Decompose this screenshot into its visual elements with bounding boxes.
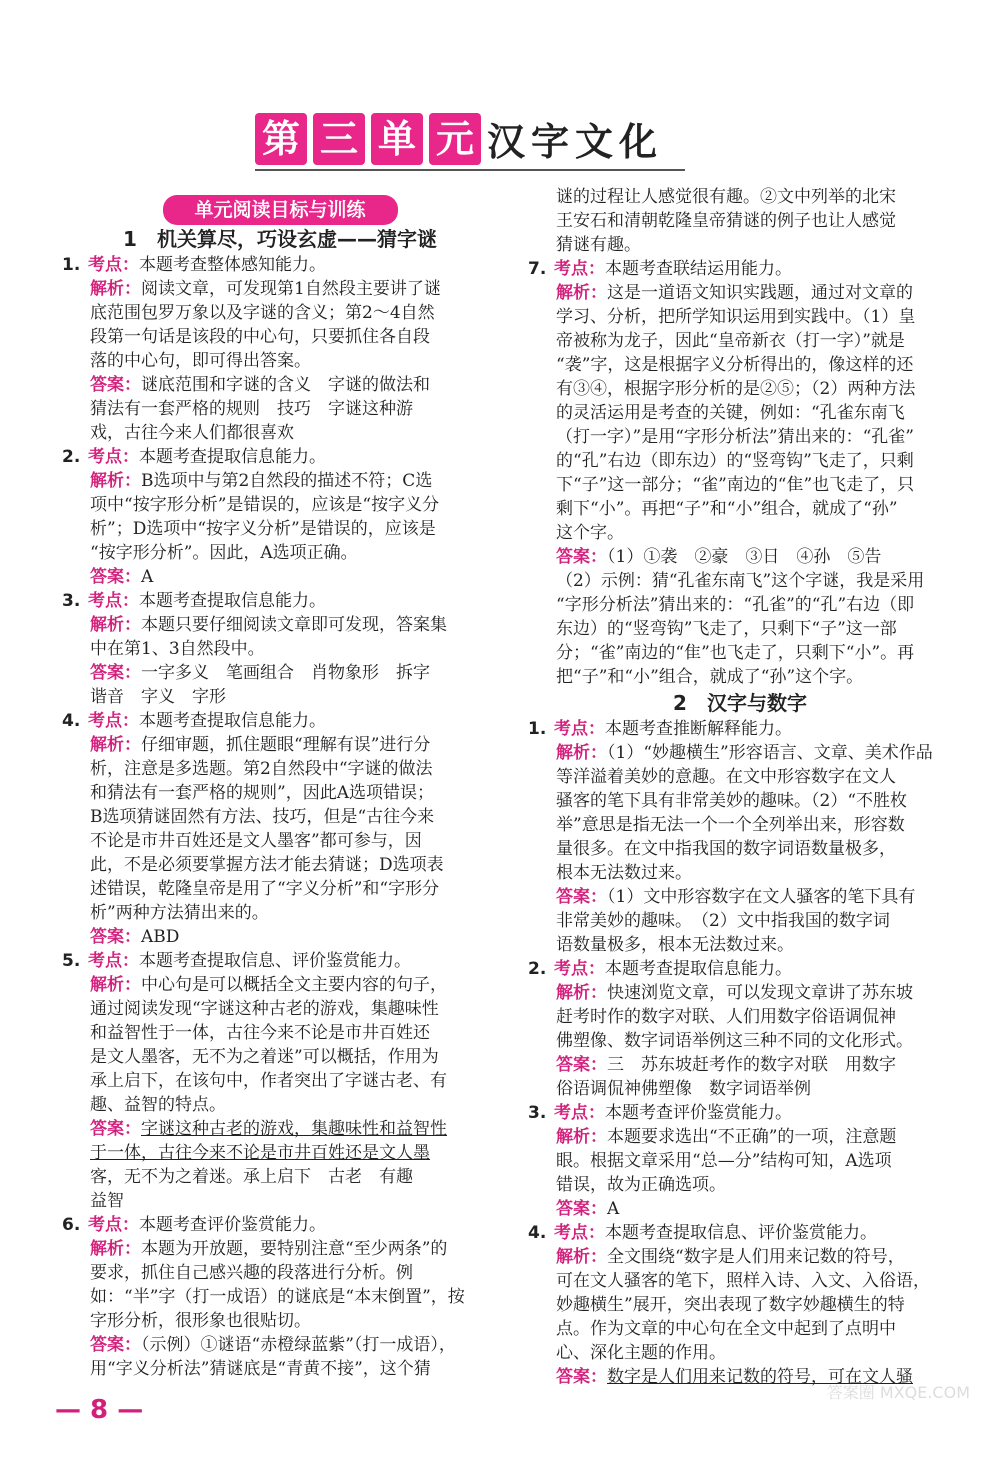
question-block — [62, 709, 498, 949]
question-number: 6. — [62, 1215, 81, 1235]
line-text: “袭”字，这是根据字义分析得出的，像这样的还 — [556, 355, 914, 375]
text-line — [62, 1357, 498, 1381]
line-text: 语数量极多，根本无法数过来。 — [556, 935, 794, 955]
section-title: 2 汉字与数字 — [673, 691, 807, 715]
line-text: 析，注意是多选题。第2自然段中“字谜的做法 — [90, 759, 433, 779]
label-kd: 考点： — [88, 591, 139, 611]
text-line — [62, 1141, 498, 1165]
text-line — [528, 545, 952, 569]
text-line — [528, 1221, 952, 1245]
question-list — [62, 253, 498, 1381]
line-text: 析”；D选项中“按字义分析”是错误的，应该是 — [90, 519, 436, 539]
label-jx: 解析： — [556, 1127, 607, 1147]
text-line — [528, 981, 952, 1005]
line-text: 如：“半”字（打一成语）的谜底是“本末倒置”，按 — [90, 1287, 465, 1307]
question-block — [62, 445, 498, 589]
line-text: 趣、益智的特点。 — [90, 1095, 226, 1115]
text-line — [528, 1149, 952, 1173]
text-line — [62, 565, 498, 589]
text-line — [62, 469, 498, 493]
label-da: 答案： — [90, 1119, 141, 1139]
line-text: 非常美妙的趣味。 （2）文中指我国的数字词 — [556, 911, 890, 931]
text-line — [62, 1093, 498, 1117]
label-jx: 解析： — [90, 735, 141, 755]
text-line — [62, 1165, 498, 1189]
question-number: 1. — [528, 719, 547, 739]
line-text: （示例）①谜语“赤橙绿蓝紫”（打一成语）， — [141, 1335, 456, 1355]
text-line — [528, 665, 952, 689]
text-line — [528, 837, 952, 861]
line-text: 本题考查提取信息、评价鉴赏能力。 — [139, 951, 411, 971]
text-line — [528, 765, 952, 789]
text-line — [528, 521, 952, 545]
unit-char: 元 — [429, 113, 481, 165]
text-line — [62, 325, 498, 349]
line-text: 本题考查评价鉴赏能力。 — [605, 1103, 792, 1123]
line-text: 本题考查联结运用能力。 — [605, 259, 792, 279]
line-text: （1）①袭 ②豪 ③日 ④孙 ⑤告 — [607, 547, 882, 567]
continued-answer — [528, 185, 952, 257]
text-line — [62, 445, 498, 469]
question-number: 1. — [62, 255, 81, 275]
text-line — [528, 329, 952, 353]
text-line — [528, 885, 952, 909]
text-line — [62, 1309, 498, 1333]
line-text: 客，无不为之着迷。承上启下 古老 有趣 — [90, 1167, 413, 1187]
line-text: 仔细审题，抓住题眼“理解有误”进行分 — [141, 735, 431, 755]
text-line — [62, 541, 498, 565]
text-line — [62, 1021, 498, 1045]
text-line — [62, 1333, 498, 1357]
line-text: 眼。根据文章采用“总—分”结构可知，A选项 — [556, 1151, 892, 1171]
question-block — [528, 1221, 952, 1389]
line-text: 剩下“小”。再把“子”和“小”组合，就成了“孙” — [556, 499, 898, 519]
text-line — [528, 813, 952, 837]
question-number: 2. — [528, 959, 547, 979]
text-line — [528, 617, 952, 641]
line-text: 本题考查提取信息能力。 — [139, 447, 326, 467]
text-line — [528, 473, 952, 497]
question-number: 7. — [528, 259, 547, 279]
line-text: 本题考查评价鉴赏能力。 — [139, 1215, 326, 1235]
text-line — [528, 741, 952, 765]
text-line — [62, 853, 498, 877]
unit-header — [255, 105, 715, 180]
line-text: 于一体，古往今来不论是市井百姓还是文人墨 — [90, 1143, 430, 1163]
text-line — [528, 1269, 952, 1293]
label-jx: 解析： — [556, 743, 607, 763]
line-text: ABD — [141, 927, 180, 947]
text-line — [62, 493, 498, 517]
question-block — [62, 949, 498, 1213]
text-line — [62, 997, 498, 1021]
label-da: 答案： — [90, 567, 141, 587]
line-text: 的灵活运用是考查的关键，例如：“孔雀东南飞 — [556, 403, 905, 423]
line-text: （1）文中形容数字在文人骚客的笔下具有 — [607, 887, 916, 907]
line-text: 中心句是可以概括全文主要内容的句子， — [141, 975, 447, 995]
text-line — [528, 449, 952, 473]
text-line — [62, 637, 498, 661]
line-text: 通过阅读发现“字谜这种古老的游戏，集趣味性 — [90, 999, 439, 1019]
text-line — [62, 1189, 498, 1213]
question-block — [528, 1101, 952, 1221]
line-text: 落的中心句，即可得出答案。 — [90, 351, 311, 371]
line-text: 举”意思是指无法一个一个全列举出来，形容数 — [556, 815, 905, 835]
text-line — [528, 1053, 952, 1077]
text-line — [528, 569, 952, 593]
line-text: 和益智性于一体，古往今来不论是市井百姓还 — [90, 1023, 430, 1043]
line-text: 三 苏东坡赶考作的数字对联 用数字 — [607, 1055, 896, 1075]
label-kd: 考点： — [88, 1215, 139, 1235]
line-text: 这是一道语文知识实践题，通过对文章的 — [607, 283, 913, 303]
text-line — [528, 933, 952, 957]
header-underline — [255, 169, 685, 171]
line-text: 赶考时作的数字对联、人们用数字俗语调侃神 — [556, 1007, 896, 1027]
label-jx: 解析： — [90, 615, 141, 635]
line-text: 阅读文章，可发现第1自然段主要讲了谜 — [141, 279, 441, 299]
text-line — [62, 373, 498, 397]
text-line — [528, 425, 952, 449]
line-text: 猜法有一套严格的规则 技巧 字谜这种游 — [90, 399, 413, 419]
line-text: A — [141, 567, 154, 587]
text-line — [62, 1213, 498, 1237]
question-block — [528, 257, 952, 689]
line-text: 本题要求选出“不正确”的一项，注意题 — [607, 1127, 897, 1147]
line-text: （打一字）”是用“字形分析法”猜出来的：“孔雀” — [556, 427, 914, 447]
label-da: 答案： — [556, 1367, 607, 1387]
text-line: 猜谜有趣。 — [556, 235, 641, 255]
left-column — [62, 185, 498, 1381]
text-line — [528, 1245, 952, 1269]
line-text: 的“孔”右边（即东边）的“竖弯钩”飞走了，只剩 — [556, 451, 914, 471]
question-block — [62, 253, 498, 445]
line-text: 要求，抓住自己感兴趣的段落进行分析。例 — [90, 1263, 413, 1283]
line-text: 心、深化主题的作用。 — [556, 1343, 726, 1363]
line-text: 益智 — [90, 1191, 124, 1211]
line-text: 戏，古往今来人们都很喜欢 — [90, 423, 294, 443]
unit-char: 单 — [371, 113, 423, 165]
text-line — [62, 517, 498, 541]
text-line — [62, 349, 498, 373]
line-text: 本题考查提取信息能力。 — [605, 959, 792, 979]
section-banner: 单元阅读目标与训练 — [163, 195, 398, 225]
label-jx: 解析： — [556, 983, 607, 1003]
line-text: 述错误，乾隆皇帝是用了“字义分析”和“字形分 — [90, 879, 440, 899]
line-text: 妙趣横生”展开，突出表现了数字妙趣横生的特 — [556, 1295, 905, 1315]
line-text: 段第一句话是该段的中心句，只要抓住各自段 — [90, 327, 430, 347]
line-text: 项中“按字形分析”是错误的，应该是“按字义分 — [90, 495, 440, 515]
label-kd: 考点： — [554, 259, 605, 279]
line-text: 有③④，根据字形分析的是②⑤；（2）两种方法 — [556, 379, 916, 399]
text-line — [528, 497, 952, 521]
label-kd: 考点： — [88, 951, 139, 971]
line-text: 中在第1、3自然段中。 — [90, 639, 265, 659]
text-line — [62, 253, 498, 277]
line-text: 字形分析，很形象也很贴切。 — [90, 1311, 311, 1331]
text-line — [62, 301, 498, 325]
text-line — [62, 277, 498, 301]
line-text: 可在文人骚客的笔下，照样入诗、入文、入俗语， — [556, 1271, 930, 1291]
text-line: 谜的过程让人感觉很有趣。②文中列举的北宋 — [556, 187, 896, 207]
text-line — [528, 1005, 952, 1029]
label-jx: 解析： — [556, 1247, 607, 1267]
text-line — [62, 1261, 498, 1285]
label-kd: 考点： — [88, 447, 139, 467]
text-line — [528, 1173, 952, 1197]
question-block — [62, 589, 498, 709]
text-line — [62, 589, 498, 613]
line-text: 本题考查推断解释能力。 — [605, 719, 792, 739]
page-number: — 8 — — [55, 1395, 144, 1425]
line-text: A — [607, 1199, 620, 1219]
line-text: 学习、分析，把所学知识运用到实践中。（1）皇 — [556, 307, 916, 327]
watermark: 答案圈 MXQE.COM — [826, 1383, 970, 1402]
question-list — [528, 717, 952, 1389]
line-text: B选项中与第2自然段的描述不符；C选 — [141, 471, 433, 491]
line-text: 佛塑像、数字词语举例这三种不同的文化形式。 — [556, 1031, 913, 1051]
label-kd: 考点： — [554, 1223, 605, 1243]
line-text: 本题考查提取信息能力。 — [139, 711, 326, 731]
text-line — [528, 641, 952, 665]
text-line — [62, 757, 498, 781]
line-text: 一字多义 笔画组合 肖物象形 拆字 — [141, 663, 430, 683]
text-line — [528, 281, 952, 305]
label-jx: 解析： — [90, 975, 141, 995]
line-text: 量很多。在文中指我国的数字词语数量极多， — [556, 839, 896, 859]
section-title: 1 机关算尽，巧设玄虚——猜字谜 — [123, 227, 437, 251]
text-line — [62, 829, 498, 853]
text-line — [62, 397, 498, 421]
label-da: 答案： — [90, 1335, 141, 1355]
question-block — [528, 717, 952, 957]
text-line — [62, 805, 498, 829]
question-number: 4. — [528, 1223, 547, 1243]
text-line — [528, 789, 952, 813]
text-line — [528, 305, 952, 329]
line-text: 承上启下，在该句中，作者突出了字谜古老、有 — [90, 1071, 447, 1091]
text-line — [528, 1101, 952, 1125]
question-number: 3. — [62, 591, 81, 611]
label-kd: 考点： — [88, 711, 139, 731]
text-line — [528, 1293, 952, 1317]
text-line — [528, 401, 952, 425]
line-text: 下“子”这一部分；“雀”南边的“隹”也飞走了，只 — [556, 475, 915, 495]
line-text: 帝被称为龙子，因此“皇帝新衣（打一字）”就是 — [556, 331, 905, 351]
text-line — [62, 1117, 498, 1141]
right-column — [528, 185, 952, 1389]
line-text: 谜底范围和字谜的含义 字谜的做法和 — [141, 375, 430, 395]
text-line — [62, 685, 498, 709]
question-list — [528, 257, 952, 689]
text-line — [62, 1237, 498, 1261]
line-text: 把“子”和“小”组合，就成了“孙”这个字。 — [556, 667, 864, 687]
text-line — [62, 1285, 498, 1309]
label-kd: 考点： — [554, 1103, 605, 1123]
label-jx: 解析： — [556, 283, 607, 303]
text-line — [528, 717, 952, 741]
line-text: 俗语调侃神佛塑像 数字词语举例 — [556, 1079, 811, 1099]
line-text: 本题考查提取信息能力。 — [139, 591, 326, 611]
text-line — [528, 257, 952, 281]
label-kd: 考点： — [88, 255, 139, 275]
text-line — [62, 421, 498, 445]
label-da: 答案： — [556, 1199, 607, 1219]
line-text: 本题考查提取信息、评价鉴赏能力。 — [605, 1223, 877, 1243]
text-line — [62, 949, 498, 973]
label-jx: 解析： — [90, 471, 141, 491]
line-text: 根本无法数过来。 — [556, 863, 692, 883]
line-text: 和猜法有一套严格的规则”，因此A选项错误； — [90, 783, 434, 803]
question-block — [62, 1213, 498, 1381]
line-text: 本题考查整体感知能力。 — [139, 255, 326, 275]
label-da: 答案： — [556, 547, 607, 567]
text-line — [62, 973, 498, 997]
label-jx: 解析： — [90, 1239, 141, 1259]
text-line — [528, 353, 952, 377]
text-line — [62, 613, 498, 637]
label-da: 答案： — [556, 1055, 607, 1075]
text-line — [62, 709, 498, 733]
question-block — [528, 957, 952, 1101]
line-text: 本题只要仔细阅读文章即可发现，答案集 — [141, 615, 447, 635]
text-line — [62, 1069, 498, 1093]
text-line — [528, 1197, 952, 1221]
line-text: 数字是人们用来记数的符号，可在文人骚 — [607, 1367, 913, 1387]
label-kd: 考点： — [554, 719, 605, 739]
line-text: 快速浏览文章，可以发现文章讲了苏东坡 — [607, 983, 913, 1003]
line-text: 本题为开放题，要特别注意“至少两条”的 — [141, 1239, 448, 1259]
line-text: 是文人墨客，无不为之着迷”可以概括，作用为 — [90, 1047, 439, 1067]
text-line — [62, 781, 498, 805]
line-text: 点。作为文章的中心句在全文中起到了点明中 — [556, 1319, 896, 1339]
label-jx: 解析： — [90, 279, 141, 299]
text-line — [528, 377, 952, 401]
text-line: 王安石和清朝乾隆皇帝猜谜的例子也让人感觉 — [556, 211, 896, 231]
line-text: 骚客的笔下具有非常美妙的趣味。（2）“不胜枚 — [556, 791, 908, 811]
line-text: B选项猜谜固然有方法、技巧，但是“古往今来 — [90, 807, 435, 827]
question-number: 5. — [62, 951, 81, 971]
text-line — [62, 901, 498, 925]
text-line — [62, 733, 498, 757]
line-text: 此，不是必须要掌握方法才能去猜谜；D选项表 — [90, 855, 444, 875]
text-line — [528, 593, 952, 617]
question-number: 2. — [62, 447, 81, 467]
text-line — [528, 1317, 952, 1341]
line-text: （2）示例：猜“孔雀东南飞”这个字谜，我是采用 — [556, 571, 925, 591]
text-line — [62, 1045, 498, 1069]
unit-title: 汉字文化 — [487, 120, 664, 164]
text-line — [528, 957, 952, 981]
line-text: 用“字义分析法”猜谜底是“青黄不接”，这个猜 — [90, 1359, 431, 1379]
line-text: （1）“妙趣横生”形容语言、文章、美术作品 — [607, 743, 933, 763]
label-da: 答案： — [90, 927, 141, 947]
line-text: 字谜这种古老的游戏，集趣味性和益智性 — [141, 1119, 447, 1139]
line-text: 分；“雀”南边的“隹”也飞走了，只剩下“小”。再 — [556, 643, 915, 663]
unit-char: 三 — [313, 113, 365, 165]
label-kd: 考点： — [554, 959, 605, 979]
line-text: 等洋溢着美妙的意趣。在文中形容数字在文人 — [556, 767, 896, 787]
text-line — [528, 909, 952, 933]
text-line — [528, 1125, 952, 1149]
line-text: 谐音 字义 字形 — [90, 687, 226, 707]
text-line — [528, 1077, 952, 1101]
unit-label-box — [255, 113, 481, 165]
label-da: 答案： — [90, 375, 141, 395]
text-line — [62, 877, 498, 901]
line-text: 东边）的“竖弯钩”飞走了，只剩下“子”这一部 — [556, 619, 897, 639]
line-text: 析”两种方法猜出来的。 — [90, 903, 269, 923]
text-line — [62, 925, 498, 949]
question-number: 3. — [528, 1103, 547, 1123]
text-line — [528, 1029, 952, 1053]
text-line — [528, 861, 952, 885]
text-line — [62, 661, 498, 685]
line-text: 不论是市井百姓还是文人墨客”都可参与，因 — [90, 831, 422, 851]
label-da: 答案： — [556, 887, 607, 907]
line-text: 错误，故为正确选项。 — [556, 1175, 726, 1195]
question-number: 4. — [62, 711, 81, 731]
line-text: “按字形分析”。因此，A选项正确。 — [90, 543, 358, 563]
unit-char: 第 — [255, 113, 307, 165]
line-text: “字形分析法”猜出来的：“孔雀”的“孔”右边（即 — [556, 595, 915, 615]
line-text: 底范围包罗万象以及字谜的含义；第2～4自然 — [90, 303, 435, 323]
line-text: 这个字。 — [556, 523, 624, 543]
line-text: 全文围绕“数字是人们用来记数的符号， — [607, 1247, 905, 1267]
label-da: 答案： — [90, 663, 141, 683]
text-line — [528, 1341, 952, 1365]
